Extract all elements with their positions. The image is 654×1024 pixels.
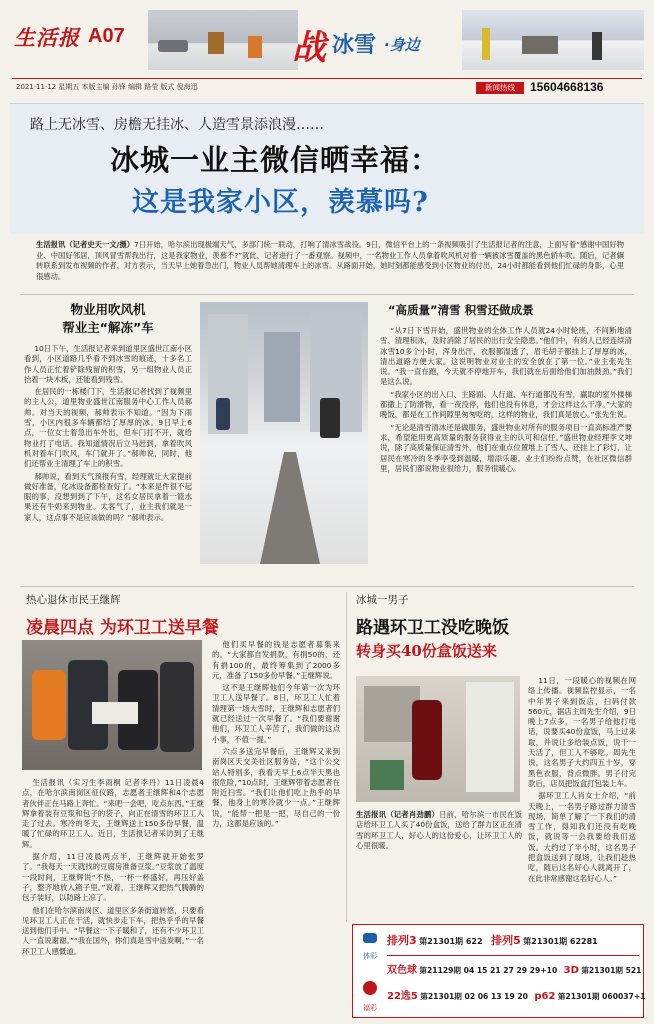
story-bottom-left-paragraph: 这不是王继辉他们今年第一次为环卫工人送早餐了。8日，环卫工人忙着清理第一场大雪时，王继辉和志愿者们就已经送过一次早餐了。“我们要谢谢他们，环卫工人辛苦了，我们做的这点小事，不值一提。”	[212, 683, 340, 744]
paper-name: 生活报	[14, 25, 80, 50]
story-bottom-left-paragraph: 据介绍，11日凌晨两点半，王继辉就开始张罗了。“我每天一天就找的豆腐房准备豆浆。”豆浆放了温度一段时间，王继辉说“不热，一杯一杯盛好，再压好盖子，整齐地放入箱子里。”说着，王继辉又把热气腾腾的包子装好，以防路上凉了。	[22, 852, 204, 903]
lottery-name: p62	[534, 991, 556, 1002]
story-bottom-right-title-1: 路遇环卫工没吃晚饭	[356, 618, 509, 638]
hotline-label: 新闻热线	[476, 82, 524, 94]
story-right-paragraph: “我家小区的出入口、主路面、人行道、车行道都没有雪，赢取的室外楼梯都撒上了防滑物，看一夜没停，他们也没有休息，才会这样这么干净。”大家的晚饭，都是在工作间隙里匆匆吃的，这样的物业，我们真是放心。”张先生说。	[380, 389, 632, 420]
story-left-title-1: 物业用吹风机	[70, 302, 146, 317]
masthead-divider	[12, 78, 642, 79]
lottery-org-1: 体彩	[363, 952, 377, 960]
headline-block	[10, 103, 644, 234]
lead-paragraph	[36, 240, 624, 282]
story-bottom-right-title-2: 转身买40份盒饭送来	[356, 642, 497, 660]
story-bottom-right-byline: 生活报讯（记者肖劲鹏）	[356, 810, 440, 819]
story-bottom-left-kicker: 热心退休市民王继辉	[26, 594, 121, 606]
section-title-war: 战	[292, 28, 326, 68]
story-bottom-right-text: 日前，哈尔滨一市民在饭店给环卫工人买了40份盒饭，送给了群力区正在清雪的环卫工人，好心人的这份爱心，让环卫工人的心里很暖。	[356, 810, 522, 850]
section-divider-2	[20, 586, 634, 587]
page-number: A07	[88, 25, 125, 47]
story-bottom-right-col1	[528, 676, 636, 886]
headline-kicker: 路上无冰雪、房檐无挂冰、人造雪景添浪漫……	[30, 117, 324, 133]
lottery-name: 3D	[563, 965, 579, 976]
lottery-result: 第21301期 62281	[523, 937, 598, 946]
section-title-side: ·身边	[384, 36, 420, 54]
lottery-org-2: 福彩	[363, 1004, 377, 1012]
story-bottom-right-col2	[356, 810, 522, 853]
story-right-paragraph: “无论是清雪清冰还是做服务，盛世物业对所有的服务项目一直高标准严要求，希望能用更高质量的服务获得业主的认可和信任。”盛世物业经理李文坤说，除了高质量保证清雪外，他们在重点位置堆上了雪人、还挂上了彩灯，让居民在寒冷的冬季享受到温暖，增添乐趣。业主们纷纷点赞，在社区微信群里，居民们都说物业很给力，服务很暖心。	[380, 422, 632, 473]
lottery-result: 第21301期 060037+1	[557, 992, 646, 1001]
section-divider-1	[20, 294, 634, 295]
lottery-result: 第21301期 02 06 13 19 20	[420, 992, 528, 1001]
lottery-result: 第21129期 04 15 21 27 29 29+10	[419, 966, 558, 975]
story-bottom-right	[352, 592, 638, 922]
lead-text: 7日开始，哈尔滨出现极端天气，多部门统一联动，打响了清冰雪战役。9日，微信平台上的一条视频吸引了生活报记者的注意，上面写着“感谢中国好物业、中国好邻居，顶风冒雪帮我出行，这是我家物业，羡慕不?”就此，记者进行了一番观察。视频中，一名物业工作人员拿着吹风机对着一辆被冰雪覆盖的黑色轿车吹。随后，记者辗转联系到发布视频的作者，对方表示，当天早上她着急出门，物业人员帮她清理车上的冰雪。从路面开始，她时刻都能感受到小区物业的付出，24小时都能看到他们忙碌的身影，心里很感动。	[36, 240, 624, 281]
headline-line-2: 这是我家小区，羡慕吗?	[132, 187, 429, 218]
story-bottom-left-col2	[212, 640, 340, 831]
story-bottom-left-paragraph: 他们在哈尔滨南岗区、道里区多条街道转悠，只要看见环卫工人正在干活，就快步走下车，把热乎乎的早餐送到他们手中。“早餐这一下子暖和了，还有不少环卫工人一直说谢谢。”“我在国外，你们真是雪中送炭啊。”一名环卫工人感慨道。	[22, 905, 204, 956]
lottery-result: 第21301期 521	[581, 966, 642, 975]
story-bottom-right-paragraph: 据环卫工人肖女士介绍，“前天晚上，一名男子路过群力清雪现场，简单了解了一下我们的清雪工作，得知我们还没有吃晚饭，就说等一会我要给我们送饭。大约过了半小时，这名男子把盒饭送到了现场，让我们趁热吃，随后这名好心人就离开了，在此非常感谢这名好心人。”	[528, 791, 636, 883]
welfare-lottery-icon	[363, 981, 377, 995]
story-left-paragraph: 在居民的一栋楼门下，生活报记者找到了视频里的主人公，道里物业盛世江南服务中心工作人员郝帅。对当天的视频，郝帅表示不知道。“因为下雨雪，小区内很多车辆都结了厚厚的冰。9日早上6点，一位女士着急出车外出，但车门打不开，就给物业打了电话。我知道情况后立马赶到，拿着吹风机对着车门吹风，车门就开了。”郝帅说，同时，他们还帮业主清理了车上的积雪。	[24, 387, 192, 469]
story-left-paragraph: 10日下午，生活报记者来到道里区盛世江南小区看到，小区道路几乎看不到冰雪的痕迹，十多名工作人员正忙着铲除残留的积雪，另一组物业人员正抬着一块木板，还能看到残雪。	[24, 344, 192, 384]
story-right	[380, 300, 632, 582]
photo-snow-cleaning	[200, 302, 368, 564]
lottery-org-sports	[357, 933, 383, 960]
lead-byline: 生活报讯（记者史天一文/摄）	[36, 240, 135, 249]
header-photo-right	[462, 10, 644, 70]
story-left-paragraph: 郝帅说，看到天气预报有雪，经理就让大家提前做好准备，化冰设备都检查好了。“本来是件很不起眼的事，没想到到了下午，这名女居民拿着一篮水果还有牛奶来到物业。太客气了，业主我们就是一家人，这点事不是应该做的吗？”郝帅表示。	[24, 471, 192, 522]
lottery-row-1	[387, 931, 639, 951]
lottery-box	[352, 924, 644, 1018]
story-bottom-left-title: 凌晨四点 为环卫工送早餐	[26, 618, 219, 638]
masthead	[0, 0, 654, 94]
story-bottom-left	[22, 592, 342, 1012]
story-left-body	[24, 344, 192, 523]
lottery-row-2	[387, 961, 642, 981]
lottery-name: 22选5	[387, 991, 418, 1002]
lottery-org-welfare	[357, 981, 383, 1011]
story-bottom-right-paragraph: 11日，一段暖心的视频在网络上传播。视频监控显示，一名中年男子来到饭店，扫码付款560元，据店主周先生介绍，9日晚上7点多，一名男子给他打电话，说要买40份盒饭，马上过来取，并说让多给装点饭，说干一天活了，但工人不够吃。周先生说，这名男子大约四五十岁，穿黑色衣服，背点微胖。男子付完款后，店员把饭盒打包装上车。	[528, 676, 636, 788]
lottery-name: 双色球	[387, 965, 417, 976]
header-photo-strip	[148, 10, 298, 70]
story-bottom-left-col1	[22, 778, 204, 959]
lottery-row-3	[387, 987, 646, 1007]
section-title	[292, 20, 462, 66]
story-bottom-left-paragraph: 生活报讯（实习生李雨桐 记者李丹）11日凌晨4点，在哈尔滨南岗区征仪路，志愿者王继辉和4个志愿者伙伴正在马路上奔忙。“来吧一会吧，吃点东西。”王继辉拿着装有豆浆和包子的袋子，向正在清雪的环卫工人走了过去。寒冷的冬天，王继辉送上150多份早餐，温暖了忙碌的环卫工人。近日，生活报记者采访到了王继辉。	[22, 778, 204, 849]
lottery-divider	[387, 955, 639, 956]
story-right-paragraph: “从7日下雪开始，盛世物业的全体工作人员就24小时轮班，不间断地清雪、清理积冰，及时消除了居民的出行安全隐患。”他们中，有的人已经连续清冰雪10多个小时，浑身出汗，衣服都湿透了，眉毛胡子都挂上了厚厚的冰，清出道路方便大家。这说明物业对业主的安全放在了第一位。”业主张先生说。“我一直在跑，今天就不停地开车，我们就在后面给他们加油鼓劲。”我们是这么说。	[380, 326, 632, 387]
story-right-body	[380, 326, 632, 474]
hotline-number: 15604668136	[530, 80, 604, 94]
story-bottom-right-kicker: 冰城一男子	[356, 594, 409, 606]
story-left-title-2: 帮业主“解冻”车	[62, 320, 154, 335]
story-left	[24, 300, 192, 582]
story-right-title: “高质量”清雪 积雪还做成景	[388, 303, 534, 317]
lottery-name: 排列3	[387, 934, 417, 947]
story-bottom-left-paragraph: 六点多送完早餐后，王继辉又来到南岗区天交关社区服务站，“这个公交站人特别多，我看天早上6点半天黑也很危险，”10点时，王继辉带着志愿者在附近扫雪。“我们让他们吃上热乎的早餐，他身上的寒冷就少一点。”王继辉说，“能帮一把是一把，尽自己的一份力，这都是应该的。”	[212, 746, 340, 829]
paper-logo	[14, 22, 88, 56]
date-line: 2021·11·12 星期五 本版主编 孙锋 编辑 路莹 版式 倪海迅	[16, 83, 198, 91]
column-divider	[346, 592, 347, 922]
section-title-ice: 冰雪	[332, 33, 377, 58]
lottery-name: 排列5	[491, 934, 521, 947]
story-bottom-left-paragraph: 他们买早餐的钱是志愿者募集来的。“大家都自发捐款，有捐50的，还有捐100的，最终筹集到了2000多元，准备了150多份早餐。”王继辉说。	[212, 640, 340, 680]
headline-line-1: 冰城一业主微信晒幸福：	[110, 143, 441, 177]
photo-surveillance	[356, 676, 520, 802]
sports-lottery-icon	[363, 933, 377, 943]
photo-breakfast	[22, 640, 202, 770]
lottery-result: 第21301期 622	[419, 937, 483, 946]
